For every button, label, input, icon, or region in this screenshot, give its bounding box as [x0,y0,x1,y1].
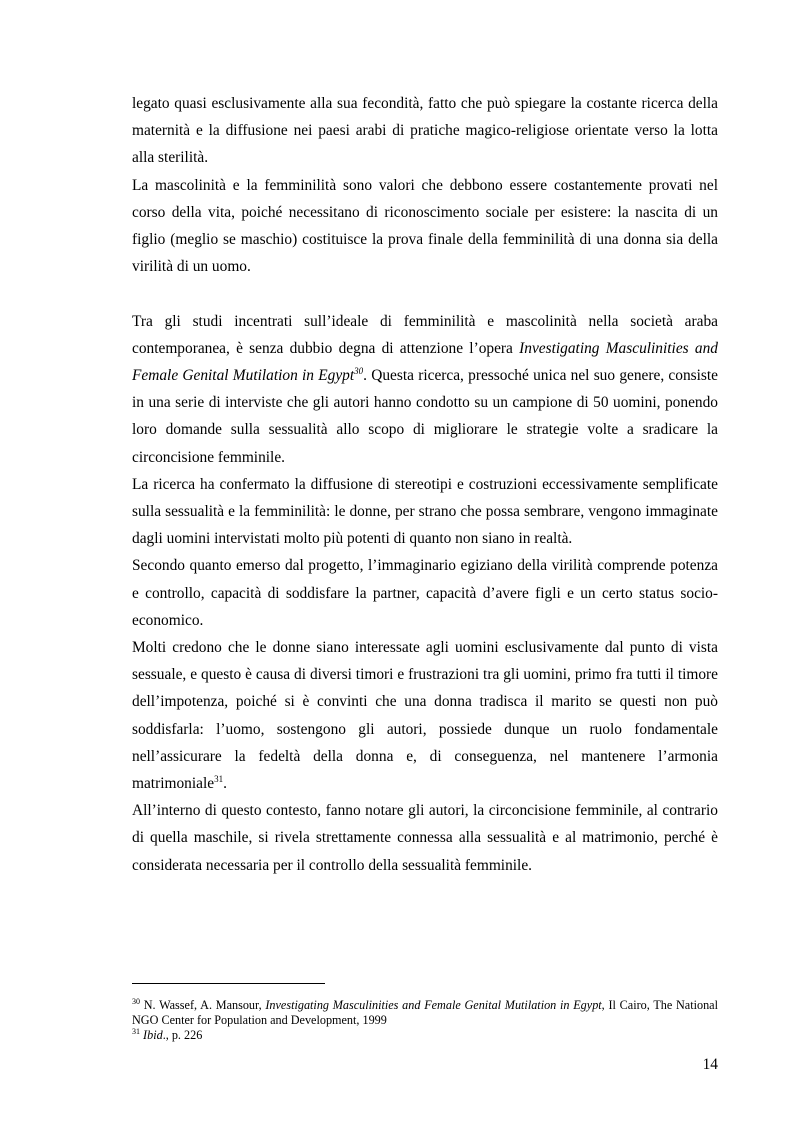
footnote-31-number: 31 [132,1026,140,1036]
footnote-30 [132,998,718,1028]
footnote-30-publisher: , Il Cairo, The National NGO Center for Population and Development, 1999 [132,998,718,1027]
paragraph-fecondita: legato quasi esclusivamente alla sua fecondità, fatto che può spiegare la costante ricerca della maternità e la diffusione nei paesi arabi di pratiche magico-religiose orientate verso la lotta alla sterilità. [132,95,718,167]
footnote-ref-30[interactable]: 30 [354,365,364,376]
paragraph-mascolinita: La mascolinità e la femminilità sono valori che debbono essere costantemente provati nel corso della vita, poiché necessitano di riconoscimento sociale per esistere: la nascita di un figlio (meglio se maschio) costituisce la prova finale della femminilità di una donna sia della virilità di un uomo. [132,176,718,276]
paragraph-timori-text: Molti credono che le donne siano interessate agli uomini esclusivamente dal punto di vista sessuale, e questo è causa di diversi timori e frustrazioni tra gli uomini, primo fra tutti il timore dell’impotenza, poiché si è convinti che una donna tradisca il marito se questi non può soddisfarla: l’uomo, sostengono gli autori, possiede dunque un ruolo fondamentale nell’assicurare la fedeltà della donna e, di conseguenza, nel mantenere l’armonia matrimoniale [132,639,718,793]
body-text [132,90,718,879]
paragraph-virilita: Secondo quanto emerso dal progetto, l’immaginario egiziano della virilità comprende potenza e controllo, capacità di soddisfare la partner, capacità d’avere figli e un certo status socio-economico. [132,557,718,629]
footnote-30-number: 30 [132,996,140,1006]
footnote-separator [132,983,325,984]
footnote-31-page: ., p. 226 [162,1028,203,1042]
paragraph-studi-intro: Tra gli studi incentrati sull’ideale di femminilità e mascolinità nella società araba contemporanea, è senza dubbio degna di attenzione l’opera [132,312,718,357]
paragraph-timori [132,634,718,797]
paragraph-ricerca: La ricerca ha confermato la diffusione di stereotipi e costruzioni eccessivamente semplificate sulla sessualità e la femminilità: le donne, per strano che possa sembrare, vengono immaginate dagli uomini intervistati molto più potenti di quanto non siano in realtà. [132,475,718,548]
footnote-31-ibid: Ibid [143,1028,163,1042]
paragraph-studi [132,308,718,471]
paragraph-circoncisione: All’interno di questo contesto, fanno notare gli autori, la circoncisione femminile, al contrario di quella maschile, si rivela strettamente connessa alla sessualità e al matrimonio, perché è considerata necessaria per il controllo della sessualità femminile. [132,802,718,874]
footnote-30-title: Investigating Masculinities and Female Genital Mutilation in Egypt [265,998,602,1012]
footnotes [132,998,718,1043]
footnote-31 [132,1028,718,1043]
footnote-ref-31[interactable]: 31 [214,773,224,784]
footnote-30-authors: N. Wassef, A. Mansour, [140,998,266,1012]
paragraph-studi-rest: . Questa ricerca, pressoché unica nel suo genere, consiste in una serie di interviste che gli autori hanno condotto su un campione di 50 uomini, ponendo loro domande sulla sessualità allo scopo di migliorare le strategie volte a sradicare la circoncisione femminile. [132,367,718,466]
paragraph-timori-end: . [223,775,227,793]
page-number: 14 [702,1056,718,1073]
book-title: Investigating Masculinities and Female Genital Mutilation in Egypt [132,339,718,385]
